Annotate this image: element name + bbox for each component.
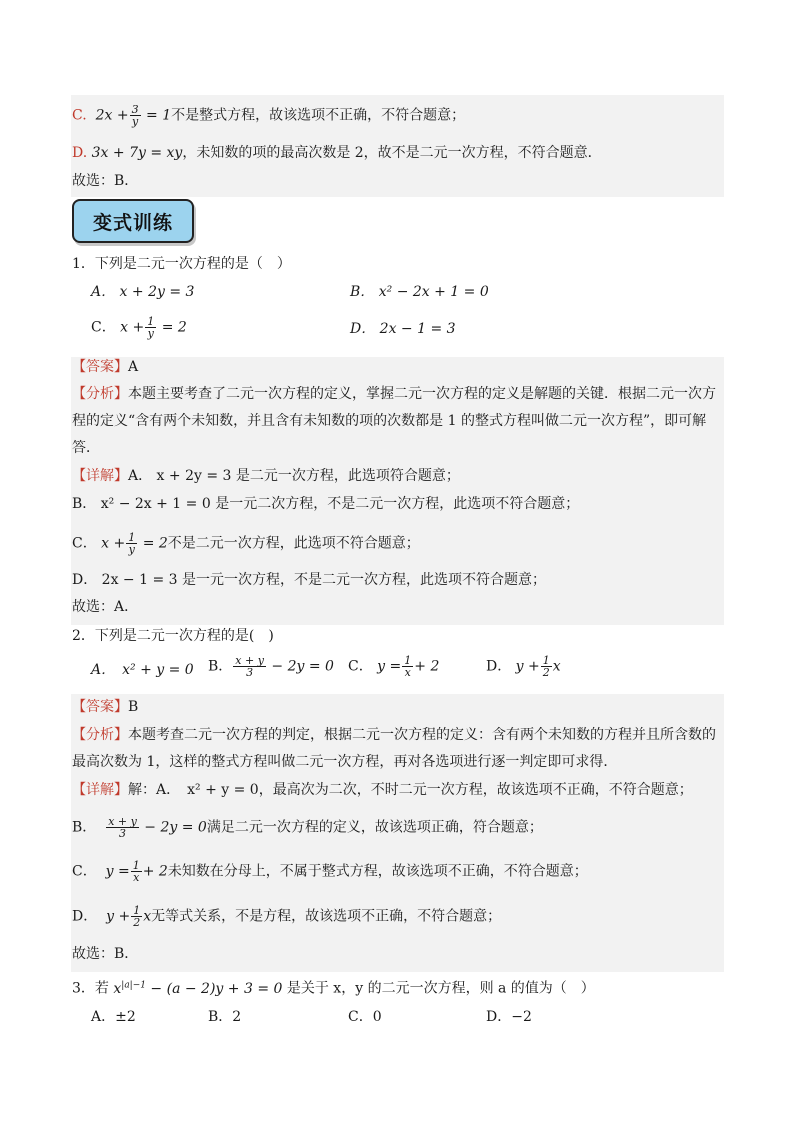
q3-option-b: B．2 xyxy=(208,1009,242,1025)
q1-detail-a: 【详解】A． x + 2y = 3 是二元一次方程，此选项符合题意； xyxy=(72,468,460,484)
q3-option-d: D．−2 xyxy=(486,1009,532,1025)
q1-option-b: B． x² − 2x + 1 = 0 xyxy=(350,284,489,300)
q2-detail-a: 【详解】解：A． x² + y = 0，最高次为二次，不时二元一次方程，故该选项不正确，不符合题意； xyxy=(72,782,693,798)
q2-option-d: D． y + $\frac{1}{2}$ x xyxy=(486,654,561,679)
top-option-c: C. 2x + $\frac{3}{y}$ = 1不是整式方程，故该选项不正确，不符合题意； xyxy=(72,103,466,128)
q2-option-c: C． y = $\frac{1}{x}$ + 2 xyxy=(348,654,440,679)
q2-detail-c: C． y = $\frac{1}{x}$ + 2未知数在分母上，不属于整式方程，故该选项不正确，不符合题意； xyxy=(72,859,588,884)
q1-final: 故选：A． xyxy=(72,599,139,615)
q1-analysis-3: 答． xyxy=(72,440,100,456)
q2-detail-d: D． y + $\frac{1}{2}$ x无等式关系，不是方程，故该选项不正确，不符合题意； xyxy=(72,904,502,929)
q1-detail-c: C． x + $\frac{1}{y}$ = 2不是二元一次方程，此选项不符合题意； xyxy=(72,531,420,556)
q2-analysis-2: 最高次数为 1，这样的整式方程叫做二元一次方程，再对各选项进行逐一判定即可求得． xyxy=(72,754,618,770)
q1-answer: 【答案】A xyxy=(72,359,139,375)
q2-stem: 2．下列是二元一次方程的是( ) xyxy=(72,628,274,644)
q2-option-a: A． x² + y = 0 xyxy=(91,662,194,678)
q1-analysis-2: 程的定义“含有两个未知数，并且含有未知数的项的次数都是 1 的整式方程叫做二元一次方程”，即可解 xyxy=(72,413,707,429)
q1-option-d: D． 2x − 1 = 3 xyxy=(350,321,456,337)
q1-detail-d: D． 2x − 1 = 3 是一元一次方程，不是二元一次方程，此选项不符合题意； xyxy=(72,572,547,588)
q1-detail-b: B． x² − 2x + 1 = 0 是一元二次方程，不是二元一次方程，此选项不符合题意； xyxy=(72,496,580,512)
q1-analysis-1: 【分析】本题主要考查了二元一次方程的定义，掌握二元一次方程的定义是解题的关键．根据二元一次方 xyxy=(72,386,716,402)
q1-option-c: C． x + $\frac{1}{y}$ = 2 xyxy=(91,315,187,340)
q2-final: 故选：B． xyxy=(72,946,139,962)
q3-stem: 3．若 $x^{|a|-1} - (a - 2)y + 3 = 0$ 是关于 x，y 的二元一次方程，则 a 的值为（ ） xyxy=(72,980,595,997)
top-answer: 故选：B． xyxy=(72,173,139,189)
q3-option-c: C．0 xyxy=(348,1009,382,1025)
q1-stem: 1．下列是二元一次方程的是（ ） xyxy=(72,256,291,272)
q2-detail-b: B． $\frac{x + y}{3}$ − 2y = 0满足二元一次方程的定义，故该选项正确，符合题意； xyxy=(72,815,543,840)
q2-answer: 【答案】B xyxy=(72,699,139,715)
q2-option-b: B． $\frac{x + y}{3}$ − 2y = 0 xyxy=(208,654,334,679)
q3-option-a: A．±2 xyxy=(91,1009,136,1025)
q2-analysis-1: 【分析】本题考查二元一次方程的判定，根据二元一次方程的定义：含有两个未知数的方程并且所含数的 xyxy=(72,727,716,743)
top-option-d: D. 3x + 7y = xy，未知数的项的最高次数是 2，故不是二元一次方程，不符合题意． xyxy=(72,145,602,161)
q1-option-a: A． x + 2y = 3 xyxy=(91,284,195,300)
section-title-badge: 变式训练 xyxy=(72,199,194,243)
